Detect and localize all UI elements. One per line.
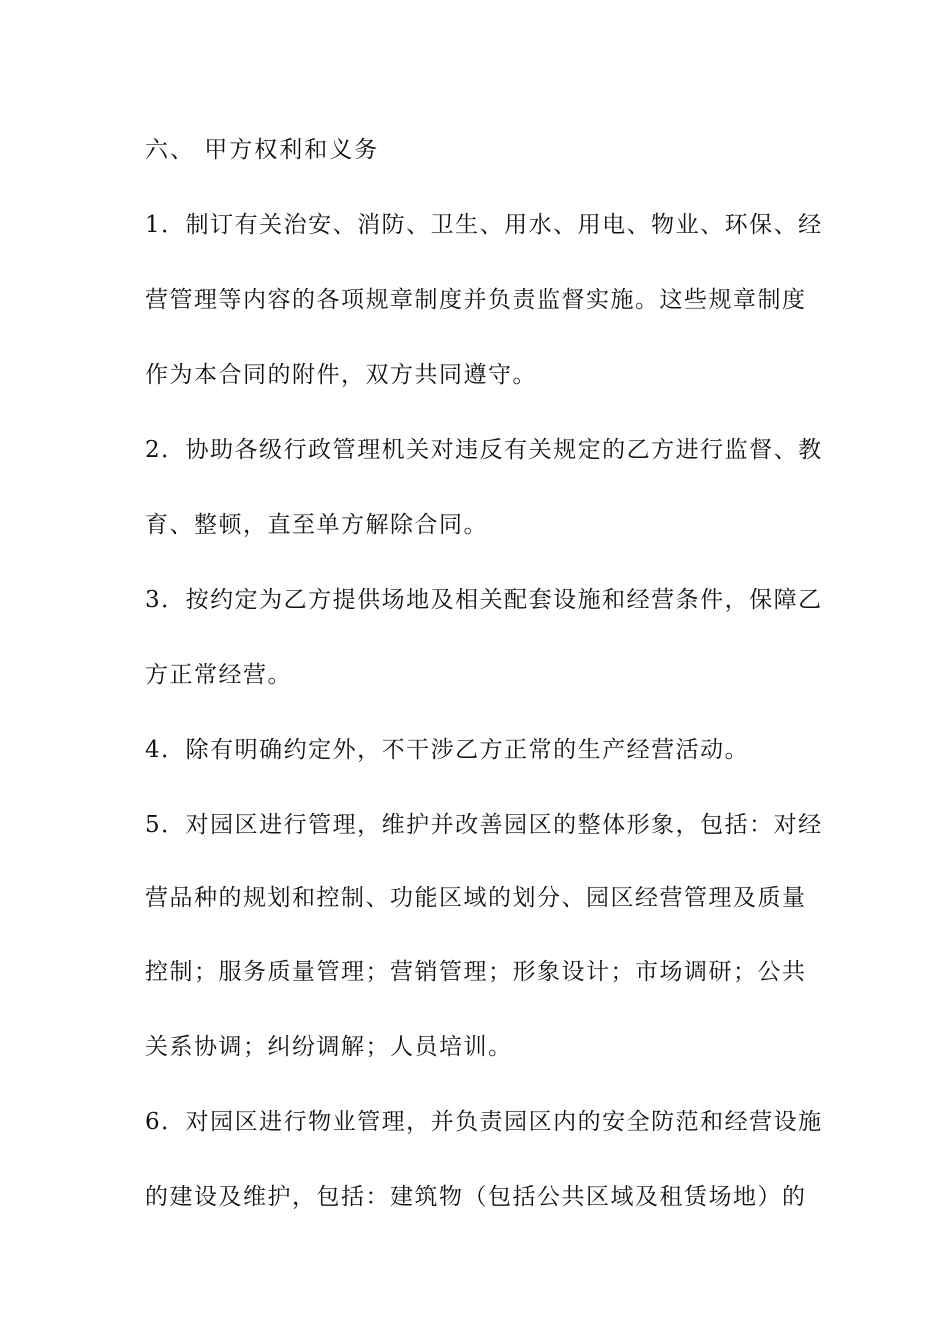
text-line: 5．对园区进行管理，维护并改善园区的整体形象，包括：对经 [145, 812, 823, 838]
text-line: 3．按约定为乙方提供场地及相关配套设施和经营条件，保障乙 [145, 587, 823, 613]
text-line: 1．制订有关治安、消防、卫生、用水、用电、物业、环保、经 [145, 212, 823, 238]
text-line: 作为本合同的附件，双方共同遵守。 [145, 362, 537, 388]
text-line: 营品种的规划和控制、功能区域的划分、园区经营管理及质量 [145, 885, 807, 911]
text-line: 营管理等内容的各项规章制度并负责监督实施。这些规章制度 [145, 287, 807, 313]
text-line: 关系协调；纠纷调解；人员培训。 [145, 1034, 513, 1060]
text-line: 控制；服务质量管理；营销管理；形象设计；市场调研；公共 [145, 959, 807, 985]
text-line: 的建设及维护，包括：建筑物（包括公共区域及租赁场地）的 [145, 1184, 807, 1210]
text-line: 方正常经营。 [145, 662, 292, 688]
text-line: 2．协助各级行政管理机关对违反有关规定的乙方进行监督、教 [145, 437, 823, 463]
text-line: 育、整顿，直至单方解除合同。 [145, 512, 488, 538]
section-heading: 六、 甲方权利和义务 [145, 137, 380, 163]
text-line: 6．对园区进行物业管理，并负责园区内的安全防范和经营设施 [145, 1109, 823, 1135]
text-line: 4．除有明确约定外，不干涉乙方正常的生产经营活动。 [145, 737, 750, 763]
